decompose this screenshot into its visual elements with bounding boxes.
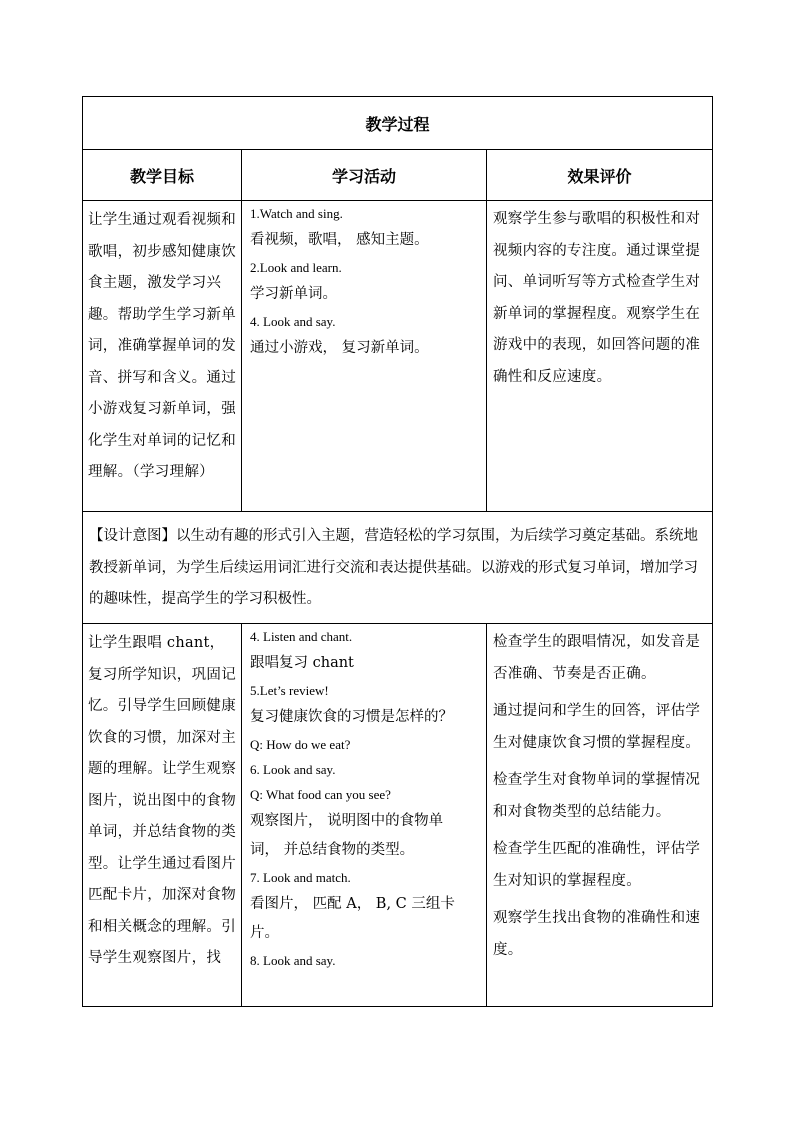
evaluation-cell-1: 观察学生参与歌唱的积极性和对视频内容的专注度。通过课堂提问、单词听写等方式检查学生对新单词的掌握程度。观察学生在游戏中的表现，如回答问题的准确性和反应速度。	[487, 201, 713, 512]
activity-line: 看图片， 匹配 A， B, C 三组卡	[250, 896, 455, 912]
activity-line: 通过小游戏， 复习新单词。	[250, 340, 429, 356]
activity-cell-2	[242, 624, 487, 1007]
evaluation-paragraph: 观察学生找出食物的准确性和速度。	[493, 910, 701, 958]
evaluation-paragraph: 检查学生匹配的准确性，评估学生对知识的掌握程度。	[493, 841, 701, 889]
activity-line: 1.Watch and sing.	[250, 206, 343, 221]
evaluation-cell-2	[487, 624, 713, 1007]
activity-line: 看视频，歌唱， 感知主题。	[250, 232, 429, 248]
activity-line: Q: How do we eat?	[250, 737, 351, 752]
activity-line: 片。	[250, 925, 279, 941]
activity-line: 4. Listen and chant.	[250, 629, 353, 644]
teaching-process-table	[82, 96, 713, 1007]
activity-line: 7. Look and match.	[250, 870, 351, 885]
evaluation-paragraph: 检查学生的跟唱情况，如发音是否准确、节奏是否正确。	[493, 634, 701, 682]
evaluation-paragraph: 检查学生对食物单词的掌握情况和对食物类型的总结能力。	[493, 772, 701, 820]
activity-line: 8. Look and say.	[250, 953, 336, 968]
activity-line: 2.Look and learn.	[250, 260, 342, 275]
activity-line: 复习健康饮食的习惯是怎样的？	[250, 709, 453, 725]
header-learning-activity: 学习活动	[242, 150, 487, 201]
activity-line: 词， 并总结食物的类型。	[250, 842, 415, 858]
activity-line: 跟唱复习 chant	[250, 655, 354, 671]
header-teaching-goal: 教学目标	[83, 150, 242, 201]
goal-cell-2: 让学生跟唱 chant，复习所学知识，巩固记忆。引导学生回顾健康饮食的习惯，加深对主题的理解。让学生观察图片，说出图中的食物单词，并总结食物的类型。让学生通过看图片匹配卡片，加深对食物和相关概念的理解。引导学生观察图片，找	[83, 624, 242, 1007]
activity-line: 学习新单词。	[250, 286, 337, 302]
activity-line: Q: What food can you see?	[250, 787, 391, 802]
activity-line: 观察图片， 说明图中的食物单	[250, 813, 444, 829]
design-intent: 【设计意图】以生动有趣的形式引入主题，营造轻松的学习氛围，为后续学习奠定基础。系统地教授新单词，为学生后续运用词汇进行交流和表达提供基础。以游戏的形式复习单词，增加学习的趣味性，提高学生的学习积极性。	[83, 512, 713, 624]
activity-line: 4. Look and say.	[250, 314, 336, 329]
activity-line: 6. Look and say.	[250, 762, 336, 777]
evaluation-paragraph: 通过提问和学生的回答，评估学生对健康饮食习惯的掌握程度。	[493, 703, 701, 751]
header-effect-evaluation: 效果评价	[487, 150, 713, 201]
goal-cell-1: 让学生通过观看视频和歌唱，初步感知健康饮食主题，激发学习兴趣。帮助学生学习新单词，准确掌握单词的发音、拼写和含义。通过小游戏复习新单词，强化学生对单词的记忆和理解。（学习理解）	[83, 201, 242, 512]
table-title: 教学过程	[83, 97, 713, 150]
activity-cell-1	[242, 201, 487, 512]
activity-line: 5.Let’s review!	[250, 683, 329, 698]
